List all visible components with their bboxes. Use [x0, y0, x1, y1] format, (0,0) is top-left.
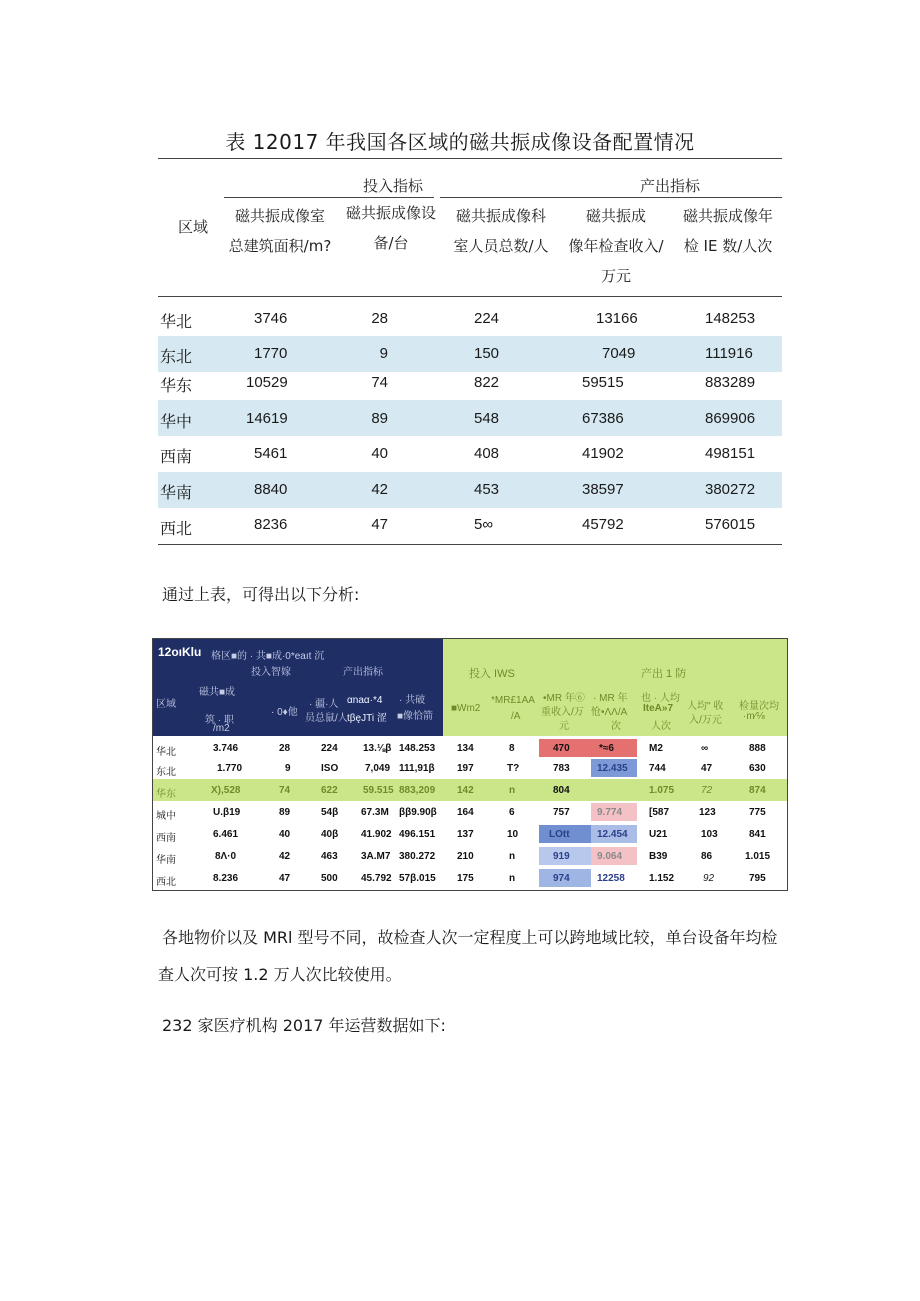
emb-cell: 8Λ·0 — [215, 851, 237, 862]
emb-cell: 13.⅛β — [363, 743, 392, 754]
green-h3b: 重收入/万 — [541, 707, 584, 718]
value-exams: 883289 — [705, 374, 756, 391]
emb-cell: 1.015 — [745, 851, 771, 862]
value-area: 8236 — [254, 516, 288, 533]
row-band-6 — [158, 472, 782, 508]
green-h1: ■Wm2 — [451, 703, 481, 714]
green-h4b: 怆•ΛΛ/A — [591, 707, 628, 718]
emb-region: 西北 — [156, 877, 176, 888]
emb-cell: U.β19 — [213, 807, 241, 818]
region-header: 区域 — [177, 218, 208, 236]
emb-cell: 12.454 — [597, 829, 628, 840]
emb-cell: 6 — [509, 807, 515, 818]
region-cell: 华南 — [160, 483, 193, 502]
emb-cell: 137 — [457, 829, 474, 840]
emb-cell: n — [509, 851, 516, 862]
emb-cell: 470 — [553, 743, 570, 754]
dark-h4a: αnaα·*4 — [347, 695, 383, 706]
emb-cell: 775 — [749, 807, 766, 818]
emb-cell: 3.746 — [213, 743, 239, 754]
value-staff: 5∞ — [474, 516, 494, 533]
value-income: 38597 — [582, 481, 624, 498]
value-devices: 47 — [371, 516, 388, 533]
emb-cell: 10 — [507, 829, 519, 840]
col-header-staff: 磁共振成像科 室人员总数/人 — [453, 207, 549, 255]
emb-cell: 41.902 — [361, 829, 392, 840]
emb-cell: 57β.015 — [399, 873, 436, 884]
value-exams: 576015 — [705, 516, 756, 533]
emb-cell: X),528 — [211, 785, 241, 796]
green-h7b: ·m⁄⅛ — [743, 711, 765, 722]
emb-cell: 40β — [321, 829, 339, 840]
value-staff: 150 — [474, 345, 500, 362]
analysis-intro: 通过上表，可得出以下分析: — [162, 585, 360, 604]
value-staff: 822 — [474, 374, 500, 391]
embedded-table-image — [152, 638, 788, 891]
emb-cell: 783 — [553, 763, 570, 774]
dark-region-header: 区域 — [156, 699, 176, 710]
emb-cell: 72 — [701, 785, 713, 796]
emb-region: 西南 — [156, 833, 176, 844]
emb-cell: 744 — [649, 763, 666, 774]
emb-cell: 92 — [703, 873, 715, 884]
emb-region: 华北 — [156, 747, 176, 758]
emb-cell: 630 — [749, 763, 766, 774]
emb-cell: 883,209 — [399, 785, 436, 796]
value-exams: 869906 — [705, 410, 756, 427]
value-area: 14619 — [246, 410, 288, 427]
dark-h5a: · 共破 — [399, 695, 426, 706]
value-devices: 28 — [371, 310, 388, 327]
emb-cell: 210 — [457, 851, 474, 862]
dark-h5b: ■像恰箭 — [397, 711, 434, 722]
col-header-area: 磁共振成像室 总建筑面积/m? — [228, 207, 332, 255]
emb-cell: 111,91β — [399, 763, 435, 774]
value-devices: 74 — [371, 374, 388, 391]
emb-cell: 874 — [749, 785, 766, 796]
value-staff: 548 — [474, 410, 500, 427]
paragraph-line: 查人次可按 1.2 万人次比较使用。 — [158, 965, 402, 984]
value-exams: 498151 — [705, 445, 756, 462]
green-h6b: 入/万元 — [689, 715, 722, 726]
dark-h1c: /m2 — [213, 723, 230, 734]
emb-cell: 164 — [457, 807, 474, 818]
col-header-devices: 磁共振成像设 备/台 — [345, 204, 436, 252]
emb-cell: ββ9.90β — [399, 807, 437, 818]
emb-cell: 67.3M — [361, 807, 389, 818]
dark-group-input: 投入智嫁 — [251, 667, 291, 678]
emb-cell: 9.774 — [597, 807, 623, 818]
value-area: 1770 — [254, 345, 288, 362]
green-h3a: •MR 年⑥ — [543, 693, 585, 704]
group-header-input: 投入指标 — [362, 177, 423, 195]
emb-cell: T? — [507, 763, 520, 774]
emb-cell: 804 — [553, 785, 570, 796]
top-rule — [158, 158, 782, 159]
emb-cell: 1.075 — [649, 785, 675, 796]
emb-cell: *≈6 — [599, 743, 614, 754]
emb-cell: 757 — [553, 807, 570, 818]
emb-cell: 42 — [279, 851, 291, 862]
emb-cell: 8.236 — [213, 873, 239, 884]
emb-cell: LOtt — [549, 829, 570, 840]
dark-h1a: 磁共■成 — [199, 687, 236, 698]
value-devices: 42 — [371, 481, 388, 498]
cell-highlight-red — [591, 739, 637, 757]
value-staff: 224 — [474, 310, 500, 327]
green-h6a: 人均" 收 — [687, 701, 724, 712]
value-exams: 111916 — [705, 345, 753, 362]
emb-cell: 47 — [701, 763, 713, 774]
emb-cell: 841 — [749, 829, 766, 840]
region-cell: 华中 — [160, 412, 193, 431]
green-group-input: 投入 IWS — [469, 668, 515, 680]
emb-cell: n — [509, 785, 516, 796]
dark-h2: · 0♦他 — [271, 707, 298, 718]
emb-cell: 197 — [457, 763, 474, 774]
dark-h4b: tβęJTi 涩 — [347, 713, 387, 724]
emb-cell: 45.792 — [361, 873, 392, 884]
emb-cell: 148.253 — [399, 743, 436, 754]
emb-cell: 1.152 — [649, 873, 675, 884]
emb-cell: 3A.M7 — [361, 851, 391, 862]
embedded-title: 12oıKlu — [158, 645, 202, 659]
green-h3c: 元 — [559, 721, 569, 732]
emb-cell: U21 — [649, 829, 668, 840]
emb-cell: 123 — [699, 807, 716, 818]
green-h2a: *MR£1AA — [491, 695, 535, 706]
value-income: 41902 — [582, 445, 624, 462]
emb-cell: 7,049 — [365, 763, 391, 774]
emb-cell: 500 — [321, 873, 338, 884]
value-income: 13166 — [596, 310, 638, 327]
value-exams: 148253 — [705, 310, 756, 327]
region-cell: 华东 — [160, 376, 193, 395]
emb-cell: 103 — [701, 829, 718, 840]
table-title: 表 12017 年我国各区域的磁共振成像设备配置情况 — [225, 130, 695, 154]
value-income: 7049 — [602, 345, 636, 362]
emb-cell: 1.770 — [217, 763, 243, 774]
col-header-exams: 磁共振成像年 检 IE 数/人次 — [682, 207, 773, 255]
emb-cell: 974 — [553, 873, 570, 884]
green-h7a: 检量次均 — [739, 701, 779, 712]
embedded-title-rest: 格区■的 · 共■成·0*eaıt 沉 — [211, 651, 325, 662]
emb-cell: M2 — [649, 743, 663, 754]
region-cell: 东北 — [160, 347, 193, 366]
emb-cell: 380.272 — [399, 851, 436, 862]
green-group-output: 产出 1 防 — [641, 668, 687, 680]
emb-region: 华南 — [156, 855, 176, 866]
emb-cell: 919 — [553, 851, 570, 862]
value-income: 67386 — [582, 410, 624, 427]
green-h5b: IteA»7 — [643, 703, 674, 714]
value-area: 3746 — [254, 310, 288, 327]
emb-cell: 86 — [701, 851, 713, 862]
emb-cell: 888 — [749, 743, 766, 754]
emb-region: 东北 — [156, 767, 176, 778]
value-area: 5461 — [254, 445, 288, 462]
value-exams: 380272 — [705, 481, 756, 498]
group-header-output: 产出指标 — [639, 177, 700, 195]
col-header-income: 磁共振成 像年检查收入/ 万元 — [568, 207, 664, 285]
emb-cell: ISO — [321, 763, 339, 774]
region-cell: 华北 — [160, 312, 193, 331]
value-income: 59515 — [582, 374, 624, 391]
emb-cell: n — [509, 873, 516, 884]
emb-cell: 89 — [279, 807, 291, 818]
value-area: 10529 — [246, 374, 288, 391]
value-devices: 40 — [371, 445, 388, 462]
bottom-rule — [158, 544, 782, 545]
emb-cell: 224 — [321, 743, 338, 754]
emb-cell: ∞ — [701, 743, 709, 754]
region-cell: 西北 — [160, 519, 193, 538]
emb-cell: 463 — [321, 851, 338, 862]
emb-cell: 40 — [279, 829, 291, 840]
value-staff: 408 — [474, 445, 500, 462]
value-devices: 9 — [379, 345, 388, 362]
emb-cell: 74 — [279, 785, 291, 796]
dark-h3a: · 疆·人 — [309, 699, 339, 710]
dark-group-output: 产出指标 — [343, 667, 383, 678]
emb-cell: 6.461 — [213, 829, 239, 840]
emb-cell: B39 — [649, 851, 668, 862]
emb-cell: 142 — [457, 785, 474, 796]
emb-cell: 795 — [749, 873, 766, 884]
emb-cell: 59.515 — [363, 785, 394, 796]
green-h5c: 人次 — [651, 721, 671, 732]
emb-cell: 496.151 — [399, 829, 436, 840]
emb-cell: 12.435 — [597, 763, 628, 774]
value-staff: 453 — [474, 481, 500, 498]
dark-h1b: 筑 · 职 — [205, 715, 234, 726]
emb-cell: 175 — [457, 873, 474, 884]
emb-cell: 134 — [457, 743, 474, 754]
green-h2b: /A — [511, 711, 521, 722]
emb-cell: 9 — [285, 763, 291, 774]
green-h5a: 也 · 人均 — [641, 693, 680, 704]
operating-data-intro: 232 家医疗机构 2017 年运营数据如下: — [162, 1016, 446, 1035]
header-bottom-rule — [158, 296, 782, 297]
emb-cell: 8 — [509, 743, 515, 754]
emb-cell: [587 — [649, 807, 670, 818]
value-devices: 89 — [371, 410, 388, 427]
group-rule-output — [440, 197, 782, 198]
value-income: 45792 — [582, 516, 624, 533]
emb-cell: 622 — [321, 785, 338, 796]
emb-cell: 12258 — [597, 873, 625, 884]
emb-cell: 54β — [321, 807, 339, 818]
green-h4c: 次 — [611, 721, 621, 732]
emb-region: 华东 — [156, 789, 176, 800]
emb-cell: 47 — [279, 873, 291, 884]
green-h4a: · MR 年 — [593, 693, 628, 704]
region-cell: 西南 — [160, 447, 193, 466]
value-area: 8840 — [254, 481, 288, 498]
emb-region: 城中 — [156, 811, 176, 822]
emb-cell: 9.064 — [597, 851, 623, 862]
emb-cell: 28 — [279, 743, 291, 754]
dark-h3b: 员总鼠/人 — [305, 713, 348, 724]
paragraph-line: 各地物价以及 MRl 型号不同，故检查人次一定程度上可以跨地域比较，单台设备年均检 — [162, 928, 778, 947]
row-band-2 — [158, 336, 782, 372]
